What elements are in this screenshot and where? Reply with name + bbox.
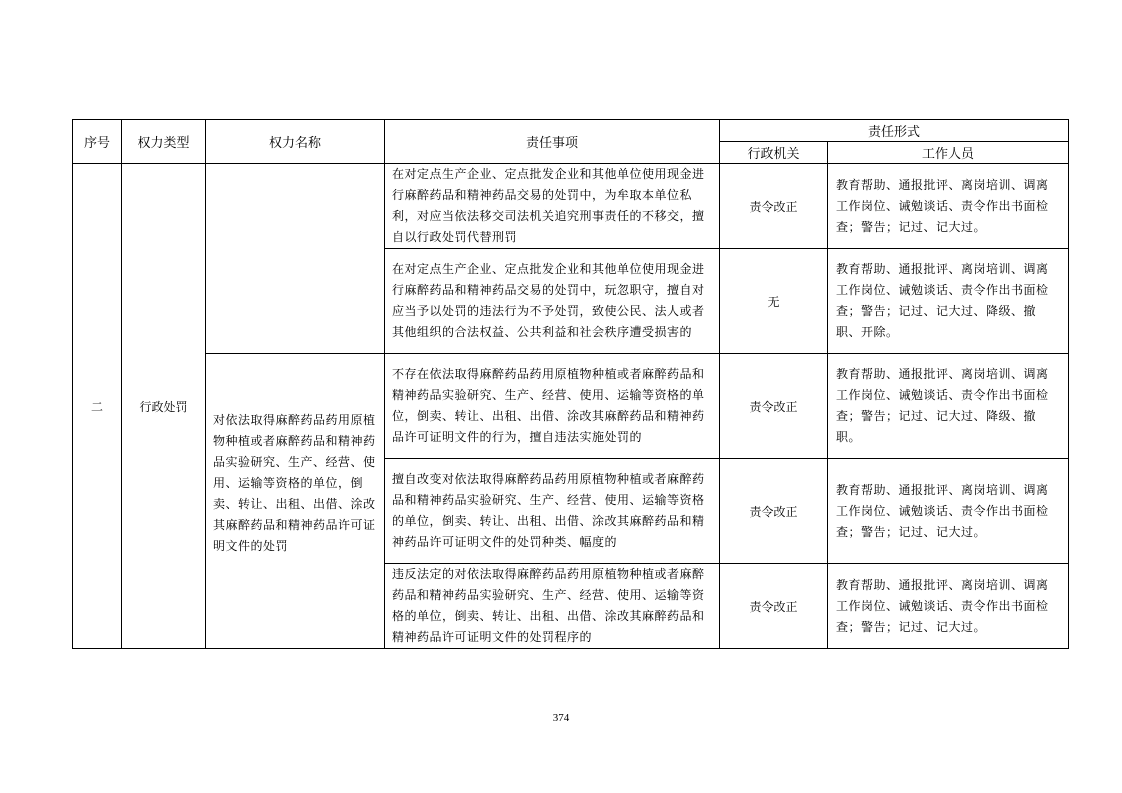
- header-responsibility: 责任事项: [385, 120, 720, 164]
- organ-cell: 无: [720, 249, 828, 354]
- staff-cell: 教育帮助、通报批评、离岗培训、调离工作岗位、诫勉谈话、责令作出书面检查；警告；记过、记大过、降级、撤职。: [828, 354, 1069, 459]
- table-header-row: [73, 120, 1069, 142]
- seq-cell: 二: [73, 164, 122, 649]
- staff-cell: 教育帮助、通报批评、离岗培训、调离工作岗位、诫勉谈话、责令作出书面检查；警告；记过、记大过。: [828, 459, 1069, 564]
- header-power-name: 权力名称: [206, 120, 385, 164]
- table-row: [73, 354, 1069, 459]
- page-number: 374: [552, 712, 570, 724]
- power-type-cell: 行政处罚: [122, 164, 206, 649]
- power-name-cell-empty: [206, 164, 385, 354]
- matter-cell: 在对定点生产企业、定点批发企业和其他单位使用现金进行麻醉药品和精神药品交易的处罚中，玩忽职守，擅自对应当予以处罚的违法行为不予处罚，致使公民、法人或者其他组织的合法权益、公共利益和社会秩序遭受损害的: [385, 249, 720, 354]
- organ-cell: 责令改正: [720, 164, 828, 249]
- matter-cell: 擅自改变对依法取得麻醉药品药用原植物种植或者麻醉药品和精神药品实验研究、生产、经营、使用、运输等资格的单位，倒卖、转让、出租、出借、涂改其麻醉药品和精神药品许可证明文件的处罚种类、幅度的: [385, 459, 720, 564]
- organ-cell: 责令改正: [720, 564, 828, 649]
- responsibility-table: [72, 119, 1069, 649]
- header-admin-organ: 行政机关: [720, 142, 828, 164]
- header-staff: 工作人员: [828, 142, 1069, 164]
- header-responsibility-form: 责任形式: [720, 120, 1069, 142]
- matter-cell: 不存在依法取得麻醉药品药用原植物种植或者麻醉药品和精神药品实验研究、生产、经营、使用、运输等资格的单位，倒卖、转让、出租、出借、涂改其麻醉药品和精神药品许可证明文件的行为，擅自违法实施处罚的: [385, 354, 720, 459]
- power-name-cell: 对依法取得麻醉药品药用原植物种植或者麻醉药品和精神药品实验研究、生产、经营、使用、运输等资格的单位，倒卖、转让、出租、出借、涂改其麻醉药品和精神药品许可证明文件的处罚: [206, 354, 385, 649]
- organ-cell: 责令改正: [720, 354, 828, 459]
- matter-cell: 在对定点生产企业、定点批发企业和其他单位使用现金进行麻醉药品和精神药品交易的处罚中，为牟取本单位私利，对应当依法移交司法机关追究刑事责任的不移交，擅自以行政处罚代替刑罚: [385, 164, 720, 249]
- header-power-type: 权力类型: [122, 120, 206, 164]
- staff-cell: 教育帮助、通报批评、离岗培训、调离工作岗位、诫勉谈话、责令作出书面检查；警告；记过、记大过。: [828, 164, 1069, 249]
- table-row: [73, 164, 1069, 249]
- header-seq: 序号: [73, 120, 122, 164]
- staff-cell: 教育帮助、通报批评、离岗培训、调离工作岗位、诫勉谈话、责令作出书面检查；警告；记过、记大过。: [828, 564, 1069, 649]
- organ-cell: 责令改正: [720, 459, 828, 564]
- matter-cell: 违反法定的对依法取得麻醉药品药用原植物种植或者麻醉药品和精神药品实验研究、生产、经营、使用、运输等资格的单位，倒卖、转让、出租、出借、涂改其麻醉药品和精神药品许可证明文件的处罚程序的: [385, 564, 720, 649]
- staff-cell: 教育帮助、通报批评、离岗培训、调离工作岗位、诫勉谈话、责令作出书面检查；警告；记过、记大过、降级、撤职、开除。: [828, 249, 1069, 354]
